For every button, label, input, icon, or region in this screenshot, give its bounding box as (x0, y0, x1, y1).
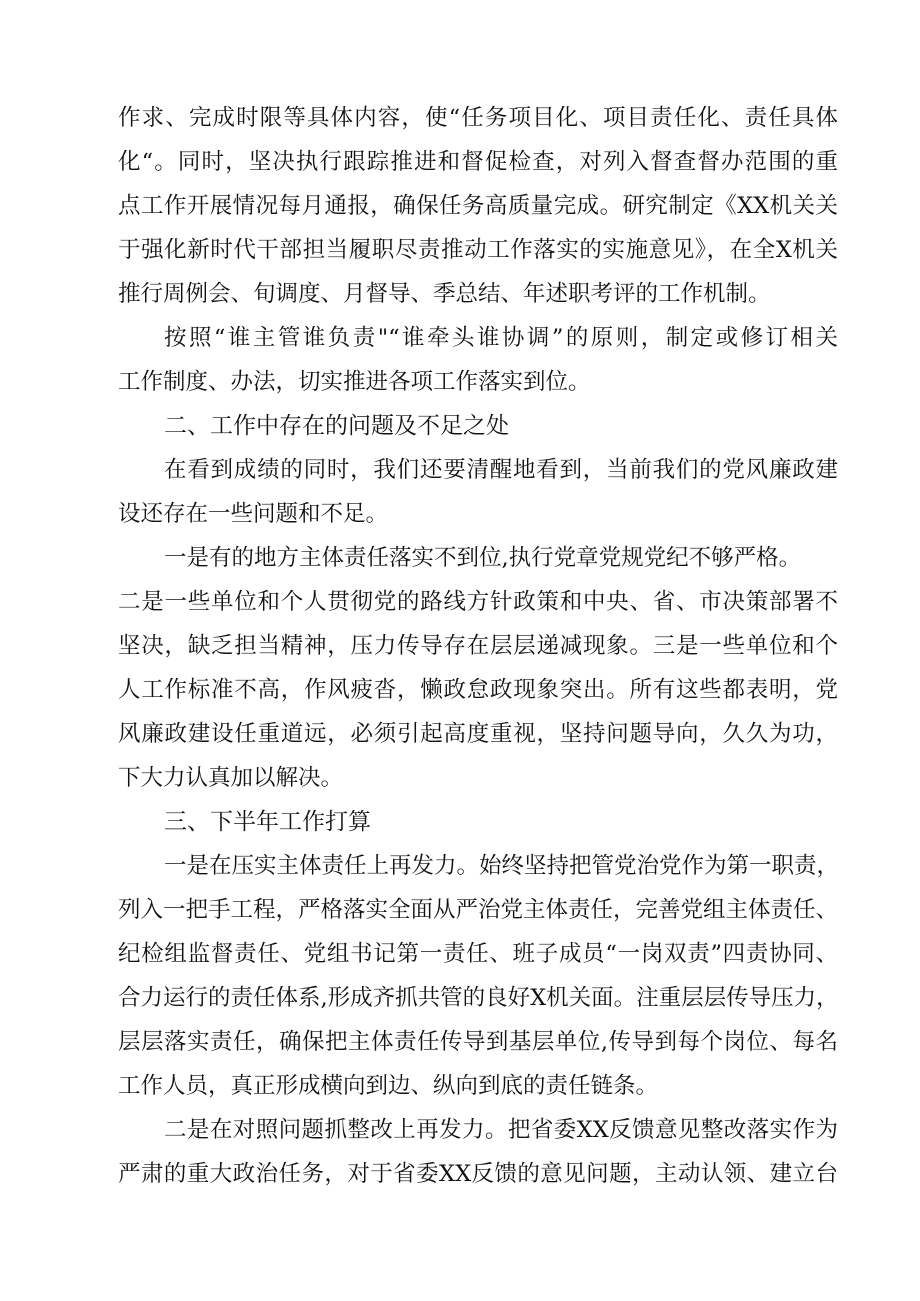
paragraph-5-line-4: 合力运行的责任体系,形成齐抓共管的良好X机关面。注重层层传导压力， (118, 985, 839, 1011)
paragraph-6-line-1: 二是在对照问题抓整改上再发力。把省委XX反馈意见整改落实作为 (164, 1117, 838, 1143)
section-heading-problems: 二、工作中存在的问题及不足之处 (164, 413, 509, 439)
paragraph-1-line-4: 于强化新时代干部担当履职尽责推动工作落实的实施意见》，在全X机关 (118, 237, 838, 263)
paragraph-3-line-1: 在看到成绩的同时，我们还要清醒地看到，当前我们的党风廉政建 (164, 457, 838, 483)
paragraph-5-line-5: 层层落实责任，确保把主体责任传导到基层单位,传导到每个岗位、每名 (118, 1029, 838, 1055)
paragraph-1-line-2: 化“。同时，坚决执行跟踪推进和督促检查，对列入督查督办范围的重 (118, 149, 838, 175)
paragraph-3-line-2: 设还存在一些问题和不足。 (118, 501, 389, 527)
paragraph-1-line-3: 点工作开展情况每月通报，确保任务高质量完成。研究制定《XX机关关 (118, 193, 838, 219)
paragraph-2-line-1: 按照“谁主管谁负责"“谁牵头谁协调”的原则，制定或修订相关 (164, 325, 838, 351)
section-heading-plans: 三、下半年工作打算 (164, 809, 371, 835)
paragraph-4-line-3: 坚决，缺乏担当精神，压力传导存在层层递减现象。三是一些单位和个 (118, 633, 838, 659)
paragraph-4-line-5: 风廉政建设任重道远，必须引起高度重视，坚持问题导向，久久为功， (118, 721, 838, 747)
paragraph-4-line-2: 二是一些单位和个人贯彻党的路线方针政策和中央、省、市决策部署不 (118, 589, 838, 615)
paragraph-4-line-4: 人工作标准不高，作风疲沓，懒政怠政现象突出。所有这些都表明，党 (118, 677, 838, 703)
paragraph-1-line-1: 作求、完成时限等具体内容，使“任务项目化、项目责任化、责任具体 (118, 105, 838, 131)
paragraph-4-line-1: 一是有的地方主体责任落实不到位,执行党章党规党纪不够严格。 (164, 545, 802, 571)
paragraph-5-line-6: 工作人员，真正形成横向到边、纵向到底的责任链条。 (118, 1073, 659, 1099)
paragraph-5-line-3: 纪检组监督责任、党组书记第一责任、班子成员“一岗双责”四责协同、 (118, 941, 838, 967)
paragraph-5-line-2: 列入一把手工程，严格落实全面从严治党主体责任，完善党组主体责任、 (118, 897, 839, 923)
paragraph-5-line-1: 一是在压实主体责任上再发力。始终坚持把管党治党作为第一职责， (164, 853, 840, 879)
paragraph-1-line-5: 推行周例会、旬调度、月督导、季总结、年述职考评的工作机制。 (118, 281, 771, 307)
paragraph-4-line-6: 下大力认真加以解决。 (118, 765, 344, 791)
paragraph-2-line-2: 工作制度、办法，切实推进各项工作落实到位。 (118, 369, 591, 395)
paragraph-6-line-2: 严肃的重大政治任务，对于省委XX反馈的意见问题，主动认领、建立台 (118, 1161, 838, 1187)
